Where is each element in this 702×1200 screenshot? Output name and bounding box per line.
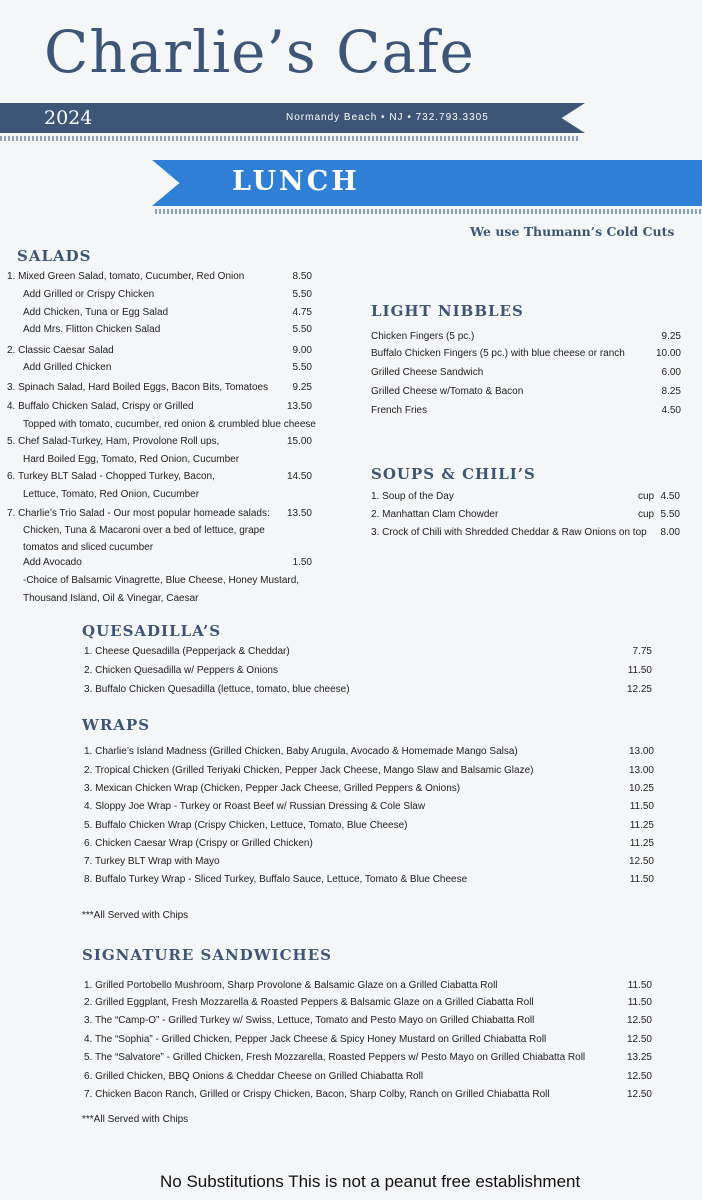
salads-item-text: Lettuce, Tomato, Red Onion, Cucumber [23,489,200,500]
wraps-item-text: 1. Charlie’s Island Madness (Grilled Chicken, Baby Arugula, Avocado & Homemade Mango Salsa) [84,746,518,757]
salads-item-price: 5.50 [292,289,312,300]
nibbles-item-price: 8.25 [661,386,681,397]
wraps-item-text: 3. Mexican Chicken Wrap (Chicken, Pepper Jack Cheese, Grilled Peppers & Onions) [84,783,461,794]
sandwiches-item-price: 11.50 [627,997,652,1008]
wraps-item-text: 7. Turkey BLT Wrap with Mayo [84,856,220,867]
wraps-item-price: 11.50 [629,801,654,812]
wraps-item-price: 13.00 [628,746,654,757]
soups-item-unit: cup [638,491,655,502]
sandwiches-heading: SIGNATURE SANDWICHES [82,946,332,964]
salads-item-text: Topped with tomato, cucumber, red onion & crumbled blue cheese [23,419,316,430]
quesadillas-item-price: 7.75 [632,646,652,657]
sandwiches-item-price: 12.50 [626,1089,652,1100]
sandwiches-item-text: 2. Grilled Eggplant, Fresh Mozzarella & Roasted Peppers & Balsamic Glaze on a Grilled Ciabatta Roll [84,997,534,1008]
salads-item-text: Add Mrs. Flitton Chicken Salad [23,324,161,335]
salads-item-text: 4. Buffalo Chicken Salad, Crispy or Grilled [7,401,194,412]
salads-item-text: -Choice of Balsamic Vinagrette, Blue Cheese, Honey Mustard, [23,575,300,586]
soups-item-unit: cup [638,509,655,520]
sandwiches-chips-note: ***All Served with Chips [82,1114,189,1125]
nibbles-item-text: French Fries [371,405,428,416]
quesadillas-item-text: 3. Buffalo Chicken Quesadilla (lettuce, tomato, blue cheese) [84,684,350,695]
salads-heading: SALADS [17,247,92,265]
salads-item-text: 7. Charlie’s Trio Salad - Our most popular homeade salads: [7,508,270,519]
nibbles-item-price: 10.00 [655,348,681,359]
soups-item-text: 2. Manhattan Clam Chowder [371,509,499,520]
wraps-item-text: 8. Buffalo Turkey Wrap - Sliced Turkey, Buffalo Sauce, Lettuce, Tomato & Blue Cheese [84,874,468,885]
nibbles-item-text: Buffalo Chicken Fingers (5 pc.) with blue cheese or ranch [371,348,625,359]
salads-item-text: tomatos and sliced cucumber [23,542,154,553]
soups-item-price: 8.00 [660,527,680,538]
footer-notice: No Substitutions This is not a peanut free establishment [160,1172,581,1191]
salads-item-text: 1. Mixed Green Salad, tomato, Cucumber, Red Onion [7,271,245,282]
salads-item-text: 6. Turkey BLT Salad - Chopped Turkey, Bacon, [7,471,215,482]
salads-item-text: Add Grilled or Crispy Chicken [23,289,155,300]
nibbles-item-text: Grilled Cheese w/Tomato & Bacon [371,386,524,397]
nibbles-item-price: 9.25 [661,331,681,342]
quesadillas-item-price: 11.50 [627,665,652,676]
quesadillas-item-price: 12.25 [626,684,652,695]
wraps-item-price: 13.00 [628,765,654,776]
sandwiches-item-price: 13.25 [626,1052,652,1063]
nibbles-item-text: Grilled Cheese Sandwich [371,367,484,378]
salads-item-text: Thousand Island, Oil & Vinegar, Caesar [23,593,199,604]
sandwiches-item-price: 12.50 [626,1034,652,1045]
sandwiches-item-text: 5. The “Salvatore” - Grilled Chicken, Fresh Mozzarella, Roasted Peppers w/ Pesto Mayo on Grilled Chiabatta Roll [84,1052,586,1063]
nibbles-heading: LIGHT NIBBLES [371,302,524,320]
sandwiches-item-price: 11.50 [627,980,652,991]
salads-item-price: 14.50 [286,471,312,482]
salads-item-price: 8.50 [292,271,312,282]
salads-item-text: 3. Spinach Salad, Hard Boiled Eggs, Bacon Bits, Tomatoes [7,382,269,393]
wraps-item-price: 12.50 [628,856,654,867]
header-hatch-divider [0,136,580,141]
soups-item-text: 3. Crock of Chili with Shredded Cheddar & Raw Onions on top [371,527,647,538]
quesadillas-item-text: 2. Chicken Quesadilla w/ Peppers & Onions [84,665,278,676]
nibbles-item-price: 6.00 [661,367,681,378]
salads-item-text: Add Grilled Chicken [23,362,112,373]
wraps-item-text: 2. Tropical Chicken (Grilled Teriyaki Chicken, Pepper Jack Cheese, Mango Slaw and Balsamic Glaze) [84,765,534,776]
sandwiches-item-text: 6. Grilled Chicken, BBQ Onions & Cheddar Cheese on Grilled Chiabatta Roll [84,1071,424,1082]
cafe-title: Charlie’s Cafe [44,18,475,86]
contact-info: Normandy Beach • NJ • 732.793.3305 [286,112,489,123]
soups-item-price: 5.50 [660,509,680,520]
salads-item-price: 9.25 [292,382,312,393]
wraps-chips-note: ***All Served with Chips [82,910,189,921]
wraps-item-text: 6. Chicken Caesar Wrap (Crispy or Grilled Chicken) [84,838,313,849]
nibbles-item-price: 4.50 [661,405,681,416]
quesadillas-item-text: 1. Cheese Quesadilla (Pepperjack & Cheddar) [84,646,290,657]
salads-item-text: Hard Boiled Egg, Tomato, Red Onion, Cucumber [23,454,240,465]
salads-item-price: 13.50 [286,401,312,412]
salads-item-price: 5.50 [292,324,312,335]
salads-item-text: Add Chicken, Tuna or Egg Salad [23,307,169,318]
wraps-item-price: 11.50 [629,874,654,885]
sandwiches-item-text: 1. Grilled Portobello Mushroom, Sharp Provolone & Balsamic Glaze on a Grilled Ciabatta Roll [84,980,498,991]
salads-item-price: 5.50 [292,362,312,373]
salads-item-price: 13.50 [286,508,312,519]
sandwiches-item-text: 3. The “Camp-O” - Grilled Turkey w/ Swiss, Lettuce, Tomato and Pesto Mayo on Grilled Chiabatta Roll [84,1015,535,1026]
cold-cuts-tagline: We use Thumann’s Cold Cuts [470,224,675,239]
sandwiches-item-text: 4. The “Sophia” - Grilled Chicken, Pepper Jack Cheese & Spicy Honey Mustard on Grilled Chiabatta Roll [84,1034,547,1045]
year-label: 2024 [44,107,93,129]
wraps-item-text: 4. Sloppy Joe Wrap - Turkey or Roast Beef w/ Russian Dressing & Cole Slaw [84,801,426,812]
quesadillas-heading: QUESADILLA’S [82,622,222,640]
nibbles-item-text: Chicken Fingers (5 pc.) [371,331,475,342]
soups-item-text: 1. Soup of the Day [371,491,454,502]
salads-item-text: Chicken, Tuna & Macaroni over a bed of lettuce, grape [23,525,265,536]
salads-item-text: 2. Classic Caesar Salad [7,345,114,356]
sandwiches-item-text: 7. Chicken Bacon Ranch, Grilled or Crispy Chicken, Bacon, Sharp Colby, Ranch on Grilled Chiabatta Roll [84,1089,550,1100]
banner-hatch-divider [155,209,702,214]
wraps-item-price: 11.25 [629,820,654,831]
salads-item-text: Add Avocado [23,557,82,568]
salads-item-price: 9.00 [292,345,312,356]
salads-item-price: 1.50 [292,557,312,568]
salads-item-price: 4.75 [292,307,312,318]
wraps-item-price: 10.25 [628,783,654,794]
sandwiches-item-price: 12.50 [626,1071,652,1082]
soups-item-price: 4.50 [660,491,680,502]
wraps-item-price: 11.25 [629,838,654,849]
wraps-item-text: 5. Buffalo Chicken Wrap (Crispy Chicken, Lettuce, Tomato, Blue Cheese) [84,820,408,831]
wraps-heading: WRAPS [82,716,151,734]
sandwiches-item-price: 12.50 [626,1015,652,1026]
lunch-label: LUNCH [232,166,360,197]
salads-item-price: 15.00 [286,436,312,447]
salads-item-text: 5. Chef Salad-Turkey, Ham, Provolone Roll ups, [7,436,220,447]
soups-heading: SOUPS & CHILI’S [371,465,536,483]
